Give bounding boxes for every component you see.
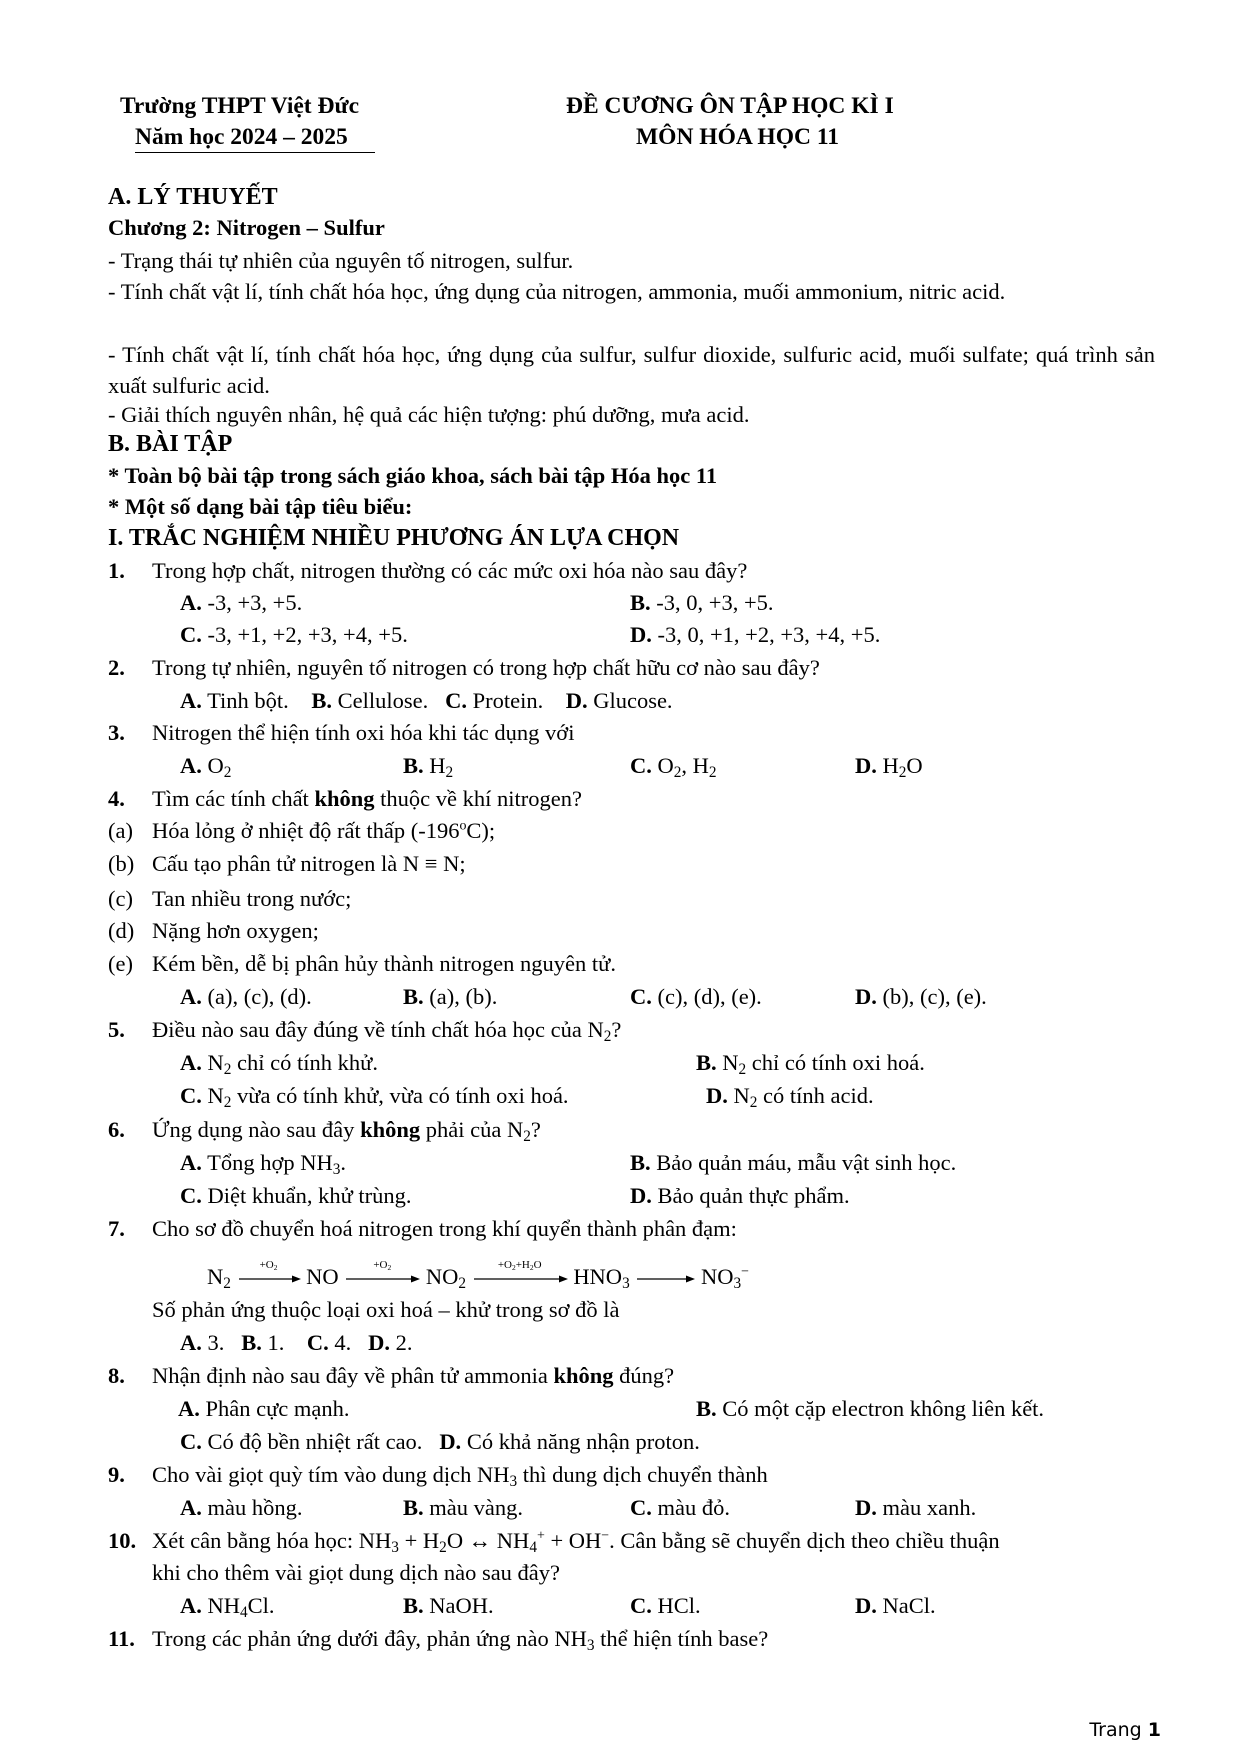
q6-option-a: A. Tổng hợp $NH_3$. [180, 1150, 347, 1178]
reaction-arrow [344, 1258, 420, 1284]
q1-option-a: A. -3, +3, +5. [180, 590, 303, 615]
theory-bullet-3: - Tính chất vật lí, tính chất hóa học, ứng dụng của sulfur, sulfur dioxide, sulfuric acid, muối sulfate; quá trình sản xuất sulfuric acid. [108, 342, 1155, 398]
part-1-heading: I. TRẮC NGHIỆM NHIỀU PHƯƠNG ÁN LỰA CHỌN [108, 525, 680, 551]
question-number: 6. [108, 1117, 125, 1142]
q8-options-cd: C. Có độ bền nhiệt rất cao. D. Có khả năng nhận proton. [180, 1429, 700, 1454]
theory-bullet-2: - Tính chất vật lí, tính chất hóa học, ứng dụng của nitrogen, ammonia, muối ammonium, nitric acid. [108, 279, 1006, 304]
exercises-heading: B. BÀI TẬP [108, 431, 233, 457]
q2-options: A. Tinh bột. B. Cellulose. C. Protein. D. Glucose. [180, 688, 673, 713]
question-7-text: Cho sơ đồ chuyển hoá nitrogen trong khí quyển thành phân đạm: [152, 1216, 737, 1241]
question-number: 10. [108, 1528, 137, 1553]
question-6-text: Ứng dụng nào sau đây không phải của $N_2$? [152, 1117, 541, 1145]
q10-option-d: D. NaCl. [855, 1593, 936, 1618]
question-number: 8. [108, 1363, 125, 1388]
species-no2: $NO_2$ [425, 1264, 467, 1292]
statement-d-text: Nặng hơn oxygen; [152, 918, 319, 943]
statement-e-text: Kém bền, dễ bị phân hủy thành nitrogen nguyên tử. [152, 951, 616, 976]
question-10-text-line2: khi cho thêm vài giọt dung dịch nào sau đây? [152, 1560, 561, 1585]
q5-option-c: C. $N_2$ vừa có tính khử, vừa có tính oxi hoá. [180, 1083, 569, 1111]
statement-label: (a) [108, 818, 133, 843]
theory-heading: A. LÝ THUYẾT [108, 184, 278, 210]
question-11-text: Trong các phản ứng dưới đây, phản ứng nào $NH_3$ thể hiện tính base? [152, 1626, 769, 1654]
exercises-note-1: * Toàn bộ bài tập trong sách giáo khoa, sách bài tập Hóa học 11 [108, 463, 718, 488]
q9-option-c: C. màu đỏ. [630, 1495, 730, 1520]
question-5-text: Điều nào sau đây đúng về tính chất hóa học của $N_2$? [152, 1017, 622, 1045]
question-3-text: Nitrogen thể hiện tính oxi hóa khi tác dụng với [152, 720, 575, 745]
statement-c-text: Tan nhiều trong nước; [152, 886, 352, 911]
q3-option-b: B. $H_2$ [403, 753, 454, 781]
q6-option-d: D. Bảo quản thực phẩm. [630, 1183, 850, 1208]
question-9-text: Cho vài giọt quỳ tím vào dung dịch $NH_3$ thì dung dịch chuyển thành [152, 1462, 768, 1490]
q8-option-b: B. Có một cặp electron không liên kết. [696, 1396, 1045, 1421]
nitrogen-conversion-scheme [207, 1258, 749, 1292]
q3-option-d: D. $H_2O$ [855, 753, 923, 781]
q4-option-c: C. (c), (d), (e). [630, 984, 762, 1009]
q3-option-c: C. $O_2$, $H_2$ [630, 753, 717, 781]
q5-option-d: D. $N_2$ có tính acid. [706, 1083, 874, 1111]
q8-option-a: A. Phân cực mạnh. [178, 1396, 350, 1421]
reaction-arrow [237, 1258, 301, 1284]
document-title: ĐỀ CƯƠNG ÔN TẬP HỌC KÌ I [566, 93, 894, 119]
arrow-label: $+O_2$ [373, 1258, 392, 1272]
question-10-text: Xét cân bằng hóa học: $NH_3 + H_2O$ ↔ $NH_4^+ + OH^-$. Cân bằng sẽ chuyển dịch theo chiều thuận [152, 1528, 1000, 1556]
reaction-arrow [472, 1258, 568, 1284]
species-no3-ion: $NO_3^-$ [700, 1264, 749, 1292]
q1-option-b: B. -3, 0, +3, +5. [630, 590, 774, 615]
q10-option-a: A. $NH_4Cl$. [180, 1593, 275, 1621]
question-1-text: Trong hợp chất, nitrogen thường có các mức oxi hóa nào sau đây? [152, 558, 748, 583]
q7-options: A. 3. B. 1. C. 4. D. 2. [180, 1330, 413, 1355]
statement-label: (e) [108, 951, 133, 976]
question-7-followup: Số phản ứng thuộc loại oxi hoá – khử trong sơ đồ là [152, 1297, 620, 1322]
q6-option-c: C. Diệt khuẩn, khử trùng. [180, 1183, 412, 1208]
q9-option-b: B. màu vàng. [403, 1495, 523, 1520]
species-n2: $N_2$ [207, 1264, 231, 1292]
question-number: 4. [108, 786, 125, 811]
q10-option-c: C. HCl. [630, 1593, 701, 1618]
theory-bullet-1: - Trạng thái tự nhiên của nguyên tố nitrogen, sulfur. [108, 248, 574, 273]
q9-option-a: A. màu hồng. [180, 1495, 303, 1520]
reaction-arrow [635, 1274, 695, 1284]
q5-option-b: B. $N_2$ chỉ có tính oxi hoá. [696, 1050, 925, 1078]
exercises-note-2: * Một số dạng bài tập tiêu biểu: [108, 494, 413, 519]
chapter-title: Chương 2: Nitrogen – Sulfur [108, 215, 385, 240]
question-4-text: Tìm các tính chất không thuộc về khí nitrogen? [152, 786, 582, 811]
page-number: Trang 1 [1089, 1719, 1161, 1741]
question-number: 9. [108, 1462, 125, 1487]
question-2-text: Trong tự nhiên, nguyên tố nitrogen có trong hợp chất hữu cơ nào sau đây? [152, 655, 820, 680]
q6-option-b: B. Bảo quản máu, mẫu vật sinh học. [630, 1150, 957, 1175]
question-number: 7. [108, 1216, 125, 1241]
statement-label: (c) [108, 886, 133, 911]
species-hno3: $HNO_3$ [573, 1264, 630, 1292]
question-number: 3. [108, 720, 125, 745]
q4-option-a: A. (a), (c), (d). [180, 984, 312, 1009]
document-subject: MÔN HÓA HỌC 11 [636, 124, 840, 150]
q3-option-a: A. $O_2$ [180, 753, 232, 781]
q4-option-d: D. (b), (c), (e). [855, 984, 987, 1009]
school-name: Trường THPT Việt Đức [120, 93, 360, 119]
q1-option-c: C. -3, +1, +2, +3, +4, +5. [180, 622, 408, 647]
q10-option-b: B. NaOH. [403, 1593, 494, 1618]
q9-option-d: D. màu xanh. [855, 1495, 977, 1520]
question-number: 1. [108, 558, 125, 583]
species-no: NO [306, 1264, 339, 1289]
statement-b-text: Cấu tạo phân tử nitrogen là N ≡ N; [152, 851, 466, 876]
question-8-text: Nhận định nào sau đây về phân tử ammonia không đúng? [152, 1363, 675, 1388]
q5-option-a: A. $N_2$ chỉ có tính khử. [180, 1050, 378, 1078]
theory-bullet-4: - Giải thích nguyên nhân, hệ quả các hiện tượng: phú dưỡng, mưa acid. [108, 402, 750, 427]
statement-label: (d) [108, 918, 135, 943]
question-number: 5. [108, 1017, 125, 1042]
arrow-label: $+O_2$ [259, 1258, 278, 1272]
arrow-label: $+O_2+H_2O$ [497, 1258, 542, 1272]
school-year: Năm học 2024 – 2025 [135, 124, 348, 150]
year-underline [135, 152, 375, 153]
statement-a-text: Hóa lỏng ở nhiệt độ rất thấp (-196$^o$C); [152, 818, 496, 843]
q1-option-d: D. -3, 0, +1, +2, +3, +4, +5. [630, 622, 881, 647]
statement-label: (b) [108, 851, 135, 876]
question-number: 2. [108, 655, 125, 680]
question-number: 11. [108, 1626, 135, 1651]
q4-option-b: B. (a), (b). [403, 984, 498, 1009]
